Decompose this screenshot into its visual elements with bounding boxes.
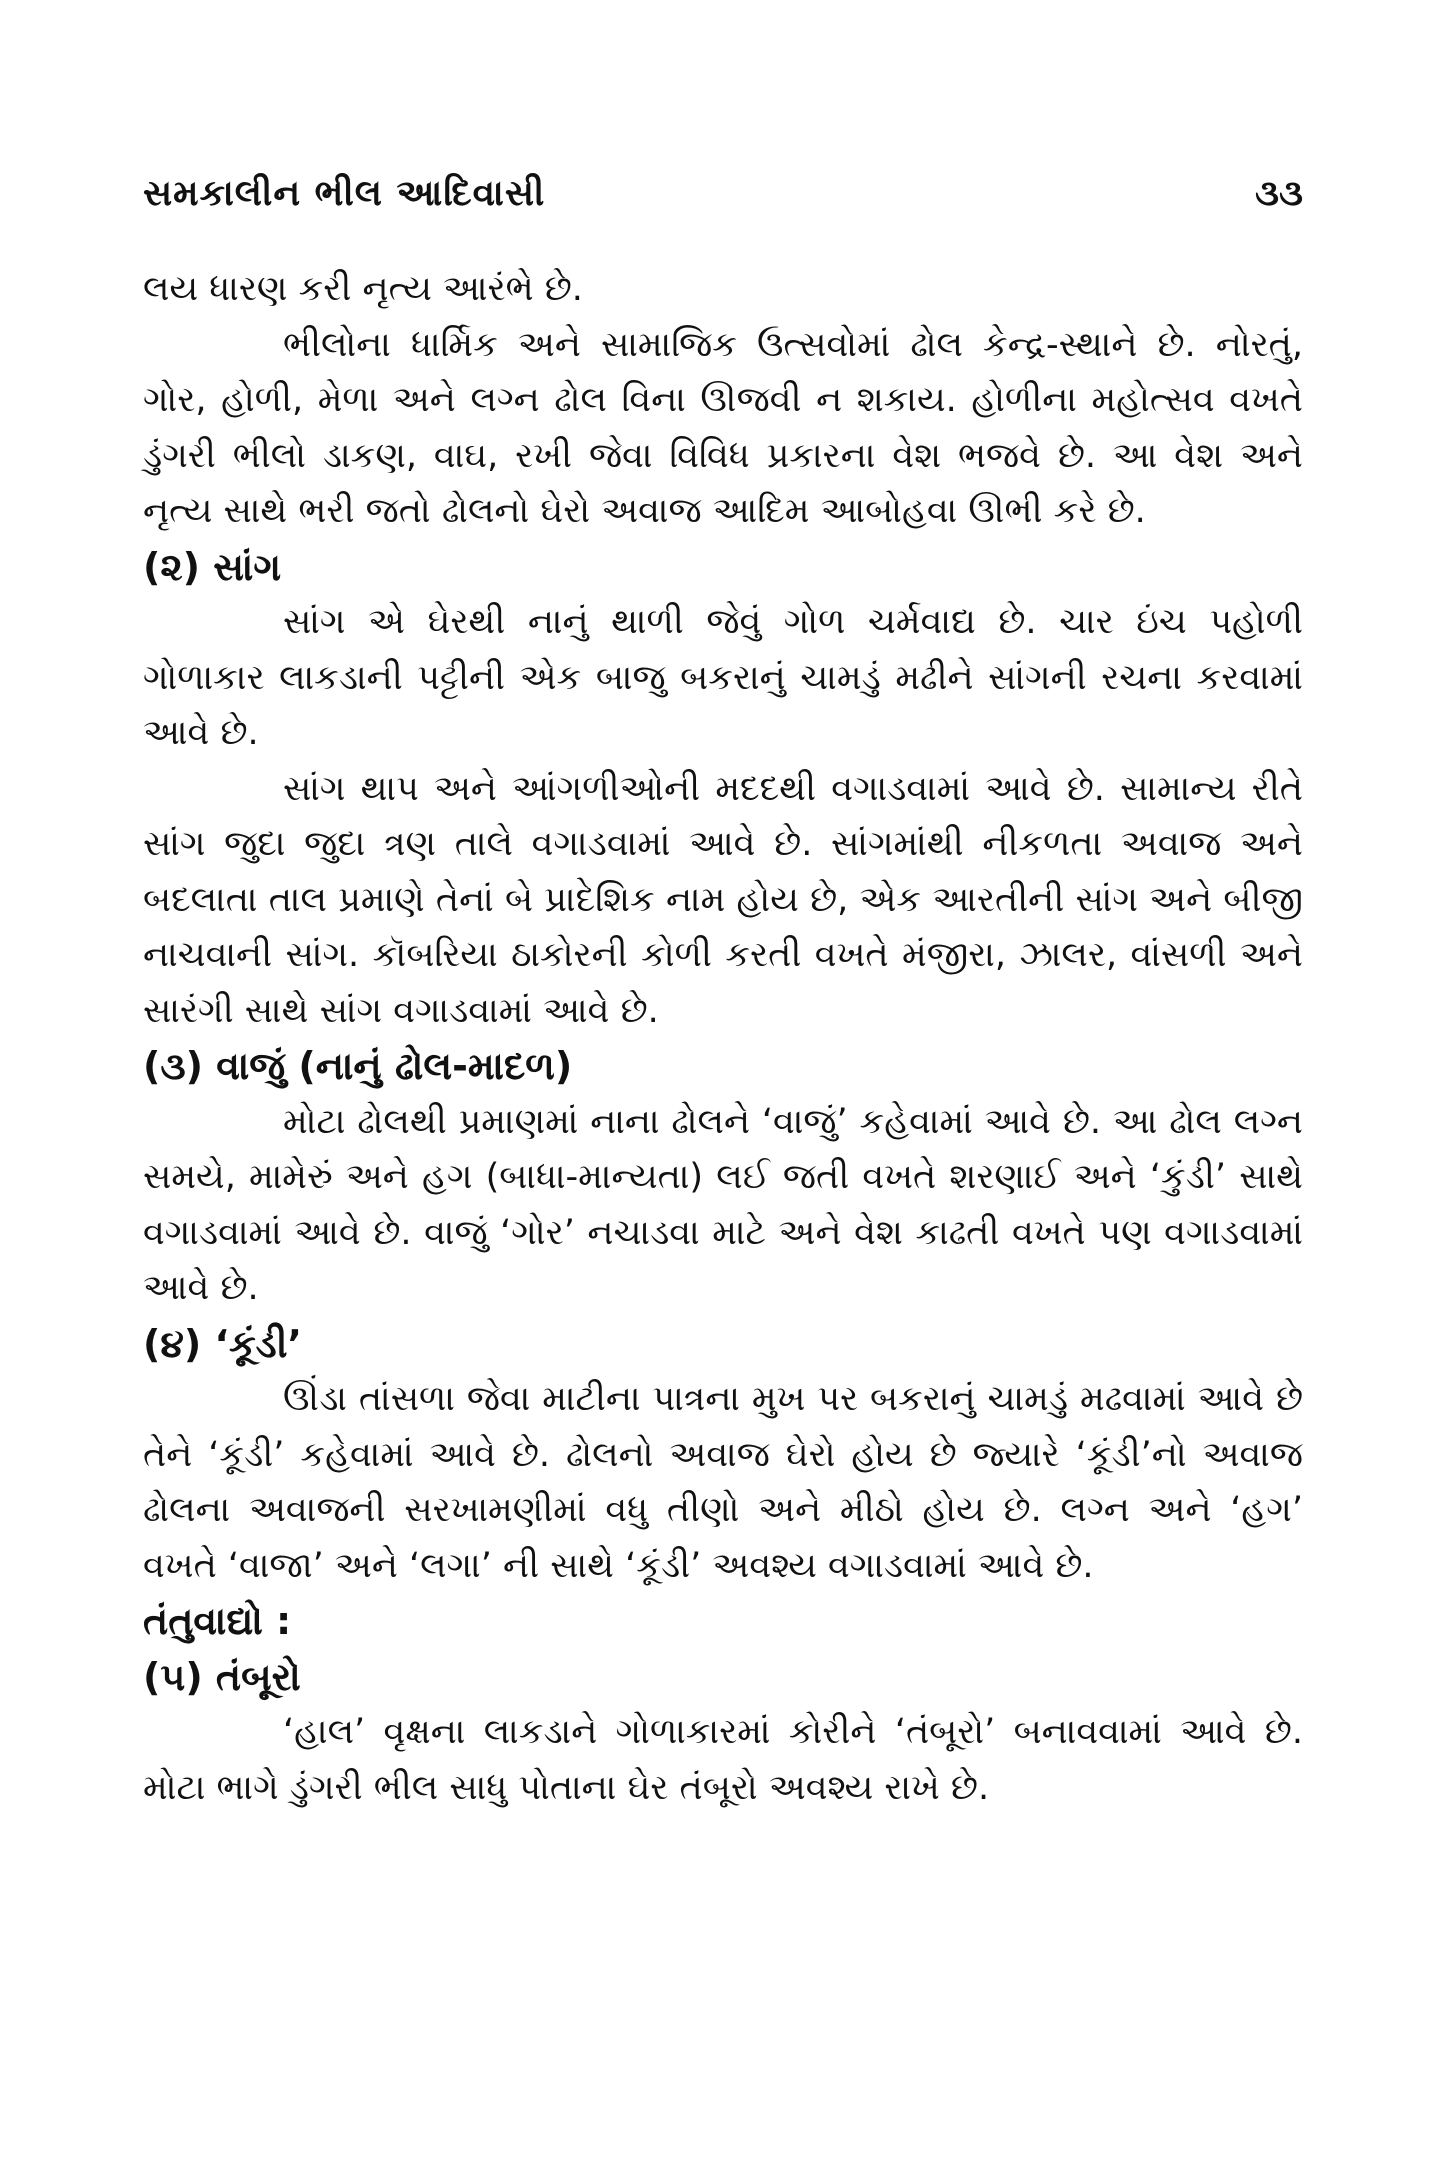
paragraph-vaju: મોટા ઢોલથી પ્રમાણમાં નાના ઢોલને ‘વાજું’ કહેવામાં આવે છે. આ ઢોલ લગ્ન સમયે, મામેરું અને હગ (બાધા-માન્યતા) લઈ જતી વખતે શરણાઈ અને ‘કુંડી’ સાથે વગાડવામાં આવે છે. વાજું ‘ગોર’ નચાડવા માટે અને વેશ કાઢતી વખતે પણ વગાડવામાં આવે છે. xyxy=(143,1101,1303,1308)
section-heading-vaju: (૩) વાજું (નાનું ઢોલ-માદળ) xyxy=(143,1044,573,1088)
section-heading-string-instruments: તંતુવાદ્યો : xyxy=(143,1599,292,1643)
running-head: સમકાલીન ભીલ આદિવાસી xyxy=(143,173,546,214)
page-body xyxy=(143,262,1303,1816)
section-heading-tamburo: (૫) તંબૂરો xyxy=(143,1654,301,1699)
page-header xyxy=(143,168,1303,220)
page-number: ૩૩ xyxy=(1255,173,1303,214)
paragraph-kundi: ઊંડા તાંસળા જેવા માટીના પાત્રના મુખ પર બકરાનું ચામડું મઢવામાં આવે છે તેને ‘કૂંડી’ કહેવામાં આવે છે. ઢોલનો અવાજ ઘેરો હોય છે જ્યારે ‘કૂંડી’નો અવાજ ઢોલના અવાજની સરખામણીમાં વધુ તીણો અને મીઠો હોય છે. લગ્ન અને ‘હગ’ વખતે ‘વાજા’ અને ‘લગા’ ની સાથે ‘કૂંડી’ અવશ્ય વગાડવામાં આવે છે. xyxy=(143,1379,1303,1586)
paragraph-sang-description: સાંગ એ ઘેરથી નાનું થાળી જેવું ગોળ ચર્મવાદ્ય છે. ચાર ઇંચ પહોળી ગોળાકાર લાકડાની પટ્ટીની એક બાજુ બકરાનું ચામડું મઢીને સાંગની રચના કરવામાં આવે છે. xyxy=(143,602,1303,753)
paragraph-tamburo: ‘હાલ’ વૃક્ષના લાકડાને ગોળાકારમાં કોરીને ‘તંબૂરો’ બનાવવામાં આવે છે. મોટા ભાગે ડુંગરી ભીલ સાધુ પોતાના ઘેર તંબૂરો અવશ્ય રાખે છે. xyxy=(143,1712,1303,1808)
paragraph-continuation: લય ધારણ કરી નૃત્ય આરંભે છે. xyxy=(143,269,583,309)
section-heading-sang: (૨) સાંગ xyxy=(143,544,282,589)
paragraph-dhol-festivals: ભીલોના ધાર્મિક અને સામાજિક ઉત્સવોમાં ઢોલ કેન્દ્ર-સ્થાને છે. નોરતું, ગોર, હોળી, મેળા અને લગ્ન ઢોલ વિના ઊજવી ન શકાય. હોળીના મહોત્સવ વખતે ડુંગરી ભીલો ડાકણ, વાઘ, રખી જેવા વિવિધ પ્રકારના વેશ ભજવે છે. આ વેશ અને નૃત્ય સાથે ભરી જતો ઢોલનો ઘેરો અવાજ આદિમ આબોહવા ઊભી કરે છે. xyxy=(143,324,1303,531)
paragraph-sang-playing: સાંગ થાપ અને આંગળીઓની મદદથી વગાડવામાં આવે છે. સામાન્ય રીતે સાંગ જુદા જુદા ત્રણ તાલે વગાડવામાં આવે છે. સાંગમાંથી નીકળતા અવાજ અને બદલાતા તાલ પ્રમાણે તેનાં બે પ્રાદેશિક નામ હોય છે, એક આરતીની સાંગ અને બીજી નાચવાની સાંગ. કૉબરિયા ઠાકોરની કોળી કરતી વખતે મંજીરા, ઝાલર, વાંસળી અને સારંગી સાથે સાંગ વગાડવામાં આવે છે. xyxy=(143,768,1303,1031)
section-heading-kundi: (૪) ‘કૂંડી’ xyxy=(143,1321,302,1366)
